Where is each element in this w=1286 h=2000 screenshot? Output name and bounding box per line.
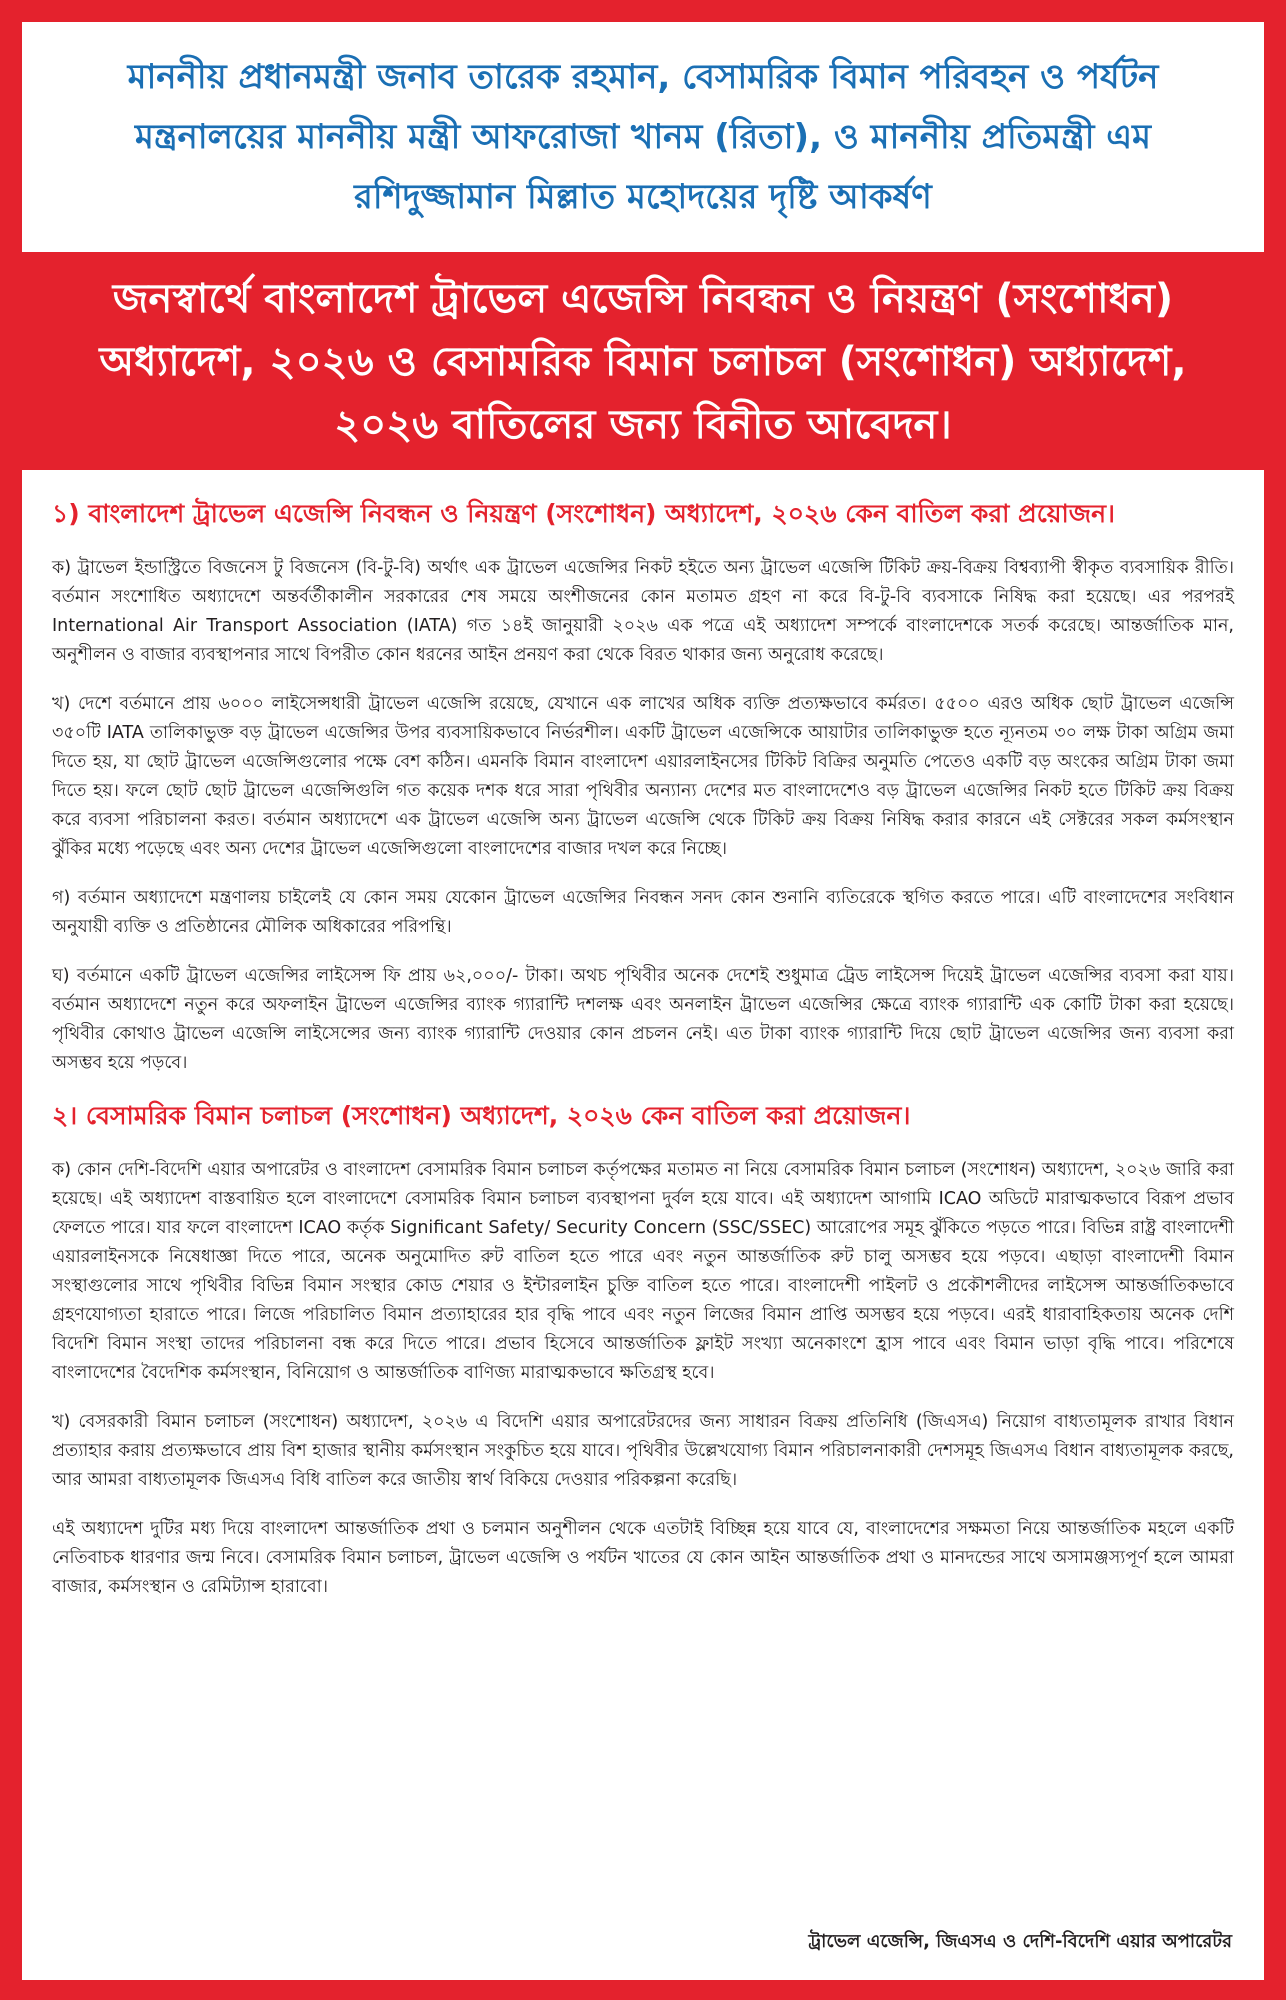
section-1-heading: ১) বাংলাদেশ ট্রাভেল এজেন্সি নিবন্ধন ও নিয়ন্ত্রণ (সংশোধন) অধ্যাদেশ, ২০২৬ কেন বাতিল করা প্রয়োজন। xyxy=(52,499,1115,528)
section-1-paragraph-ka: ক) ট্রাভেল ইন্ডাস্ট্রিতে বিজনেস টু বিজনেস (বি-টু-বি) অর্থাৎ এক ট্রাভেল এজেন্সির নিকট হইতে অন্য ট্রাভেল এজেন্সি টিকিট ক্রয়-বিক্রয় বিশ্বব্যাপী স্বীকৃত ব্যবসায়িক রীতি। বর্তমান সংশোধিত অধ্যাদেশে অন্তর্বর্তীকালীন সরকারের শেষ সময়ে অংশীজনের কোন মতামত গ্রহণ না করে বি-টু-বি ব্যবসাকে নিষিদ্ধ করা হয়েছে। এর পরপরই International Air Transport Association (IATA) গত ১৪ই জানুয়ারী ২০২৬ এক পত্রে এই অধ্যাদেশ সম্পর্কে বাংলাদেশকে সতর্ক করেছে। আন্তর্জাতিক মান, অনুশীলন ও বাজার ব্যবস্থাপনার সাথে বিপরীত কোন ধরনের আইন প্রনয়ণ করা থেকে বিরত থাকার জন্য অনুরোধ করেছে। xyxy=(52,558,1235,665)
section-2-paragraph-kha: খ) বেসরকারী বিমান চলাচল (সংশোধন) অধ্যাদেশ, ২০২৬ এ বিদেশি এয়ার অপারেটরদের জন্য সাধারন বিক্রয় প্রতিনিধি (জিএসএ) নিয়োগ বাধ্যতামূলক রাখার বিধান প্রত্যাহার করায় প্রত্যক্ষভাবে প্রায় বিশ হাজার স্থানীয় কর্মসংস্থান সংকুচিত হয়ে যাবে। পৃথিবীর উল্লেখযোগ্য বিমান পরিচালনাকারী দেশসমূহ জিএসএ বিধান বাধ্যতামূলক করছে, আর আমরা বাধ্যতামূলক জিএসএ বিধি বাতিল করে জাতীয় স্বার্থ বিকিয়ে দেওয়ার পরিকল্পনা করেছি। xyxy=(52,1412,1234,1490)
attention-notice-box xyxy=(22,22,1264,252)
section-2-heading: ২। বেসামরিক বিমান চলাচল (সংশোধন) অধ্যাদেশ, ২০২৬ কেন বাতিল করা প্রয়োজন। xyxy=(52,1101,911,1130)
section-1-paragraph-gha: ঘ) বর্তমানে একটি ট্রাভেল এজেন্সির লাইসেন্স ফি প্রায় ৬২,০০০/- টাকা। অথচ পৃথিবীর অনেক দেশেই শুধুমাত্র ট্রেড লাইসেন্স দিয়েই ট্রাভেল এজেন্সির ব্যবসা করা যায়। বর্তমান অধ্যাদেশে নতুন করে অফলাইন ট্রাভেল এজেন্সির ব্যাংক গ্যারান্টি দশলক্ষ এবং অনলাইন ট্রাভেল এজেন্সির ক্ষেত্রে ব্যাংক গ্যারান্টি এক কোটি টাকা করা হয়েছে। পৃথিবীর কোথাও ট্রাভেল এজেন্সি লাইসেন্সের জন্য ব্যাংক গ্যারান্টি দেওয়ার কোন প্রচলন নেই। এত টাকা ব্যাংক গ্যারান্টি দিয়ে ছোট ট্রাভেল এজেন্সির জন্য ব্যবসা করা অসম্ভব হয়ে পড়বে। xyxy=(52,966,1234,1073)
attention-notice-text: মাননীয় প্রধানমন্ত্রী জনাব তারেক রহমান, বেসামরিক বিমান পরিবহন ও পর্যটন মন্ত্রনালয়ের মাননীয় মন্ত্রী আফরোজা খানম (রিতা), ও মাননীয় প্রতিমন্ত্রী এম রশিদুজ্জামান মিল্লাত মহোদয়ের দৃষ্টি আকর্ষণ xyxy=(127,57,1159,217)
signatory-line: ট্রাভেল এজেন্সি, জিএসএ ও দেশি-বিদেশি এয়ার অপারেটর xyxy=(808,1931,1232,1952)
section-1-paragraph-ga: গ) বর্তমান অধ্যাদেশে মন্ত্রণালয় চাইলেই যে কোন সময় যেকোন ট্রাভেল এজেন্সির নিবন্ধন সনদ কোন শুনানি ব্যতিরেকে স্থগিত করতে পারে। এটি বাংলাদেশের সংবিধান অনুযায়ী ব্যক্তি ও প্রতিষ্ঠানের মৌলিক অধিকারের পরিপন্থি। xyxy=(52,888,1234,937)
section-1-paragraph-kha: খ) দেশে বর্তমানে প্রায় ৬০০০ লাইসেন্সধারী ট্রাভেল এজেন্সি রয়েছে, যেখানে এক লাখের অধিক ব্যক্তি প্রত্যক্ষভাবে কর্মরত। ৫৫০০ এরও অধিক ছোট ট্রাভেল এজেন্সি ৩৫০টি IATA তালিকাভুক্ত বড় ট্রাভেল এজেন্সির উপর ব্যবসায়িকভাবে নির্ভরশীল। একটি ট্রাভেল এজেন্সিকে আয়াটার তালিকাভুক্ত হতে ন্যূনতম ৩০ লক্ষ টাকা অগ্রিম জমা দিতে হয়, যা ছোট ট্রাভেল এজেন্সিগুলোর পক্ষে বেশ কঠিন। এমনকি বিমান বাংলাদেশ এয়ারলাইনসের টিকিট বিক্রির অনুমতি পেতেও একটি বড় অংকের অগ্রিম টাকা জমা দিতে হয়। ফলে ছোট ছোট ট্রাভেল এজেন্সিগুলি গত কয়েক দশক ধরে সারা পৃথিবীর অন্যান্য দেশের মত বাংলাদেশেও বড় ট্রাভেল এজেন্সির নিকট হতে টিকিট ক্রয় বিক্রয় করে ব্যবসা পরিচালনা করত। বর্তমান অধ্যাদেশে এক ট্রাভেল এজেন্সি অন্য ট্রাভেল এজেন্সি থেকে টিকিট ক্রয় বিক্রয় নিষিদ্ধ করার কারনে এই সেক্টরের সকল কর্মসংস্থান ঝুঁকির মধ্যে পড়েছে এবং অন্য দেশের ট্রাভেল এজেন্সিগুলো বাংলাদেশের বাজার দখল করে নিচ্ছে। xyxy=(52,694,1234,859)
section-2-paragraph-ka: ক) কোন দেশি-বিদেশি এয়ার অপারেটর ও বাংলাদেশ বেসামরিক বিমান চলাচল কর্তৃপক্ষের মতামত না নিয়ে বেসামরিক বিমান চলাচল (সংশোধন) অধ্যাদেশ, ২০২৬ জারি করা হয়েছে। এই অধ্যাদেশ বাস্তবায়িত হলে বাংলাদেশে বেসামরিক বিমান চলাচল ব্যবস্থাপনা দুর্বল হয়ে যাবে। এই অধ্যাদেশ আগামি ICAO অডিটে মারাত্মকভাবে বিরূপ প্রভাব ফেলতে পারে। যার ফলে বাংলাদেশ ICAO কর্তৃক Significant Safety/ Security Concern (SSC/SSEC) আরোপের সমূহ ঝুঁকিতে পড়তে পারে। বিভিন্ন রাষ্ট্র বাংলাদেশী এয়ারলাইনসকে নিষেধাজ্ঞা দিতে পারে, অনেক অনুমোদিত রুট বাতিল হতে পারে এবং নতুন আন্তর্জাতিক রুট চালু অসম্ভব হয়ে পড়বে। এছাড়া বাংলাদেশী বিমান সংস্থাগুলোর সাথে পৃথিবীর বিভিন্ন বিমান সংস্থার কোড শেয়ার ও ইন্টারলাইন চুক্তি বাতিল হতে পারে। বাংলাদেশী পাইলট ও প্রকৌশলীদের লাইসেন্স আন্তর্জাতিকভাবে গ্রহণযোগ্যতা হারাতে পারে। লিজে পরিচালিত বিমান প্রত্যাহারের হার বৃদ্ধি পাবে এবং নতুন লিজের বিমান প্রাপ্তি অসম্ভব হয়ে পড়বে। এরই ধারাবাহিকতায় অনেক দেশি বিদেশি বিমান সংস্থা তাদের পরিচালনা বন্ধ করে দিতে পারে। প্রভাব হিসেবে আন্তর্জাতিক ফ্লাইট সংখ্যা অনেকাংশে হ্রাস পাবে এবং বিমান ভাড়া বৃদ্ধি পাবে। পরিশেষে বাংলাদেশের বৈদেশিক কর্মসংস্থান, বিনিয়োগ ও আন্তর্জাতিক বাণিজ্য মারাত্মকভাবে ক্ষতিগ্রস্থ হবে। xyxy=(52,1160,1234,1383)
conclusion-paragraph: এই অধ্যাদেশ দুটির মধ্য দিয়ে বাংলাদেশ আন্তর্জাতিক প্রথা ও চলমান অনুশীলন থেকে এতটাই বিচ্ছিন্ন হয়ে যাবে যে, বাংলাদেশের সক্ষমতা নিয়ে আন্তর্জাতিক মহলে একটি নেতিবাচক ধারণার জন্ম নিবে। বেসামরিক বিমান চলাচল, ট্রাভেল এজেন্সি ও পর্যটন খাতের যে কোন আইন আন্তর্জাতিক প্রথা ও মানদন্ডের সাথে অসামঞ্জস্যপূর্ণ হলে আমরা বাজার, কর্মসংস্থান ও রেমিট্যান্স হারাবো। xyxy=(52,1519,1234,1597)
appeal-banner xyxy=(22,262,1264,462)
main-content-box xyxy=(22,470,1264,1980)
appeal-title: জনস্বার্থে বাংলাদেশ ট্রাভেল এজেন্সি নিবন্ধন ও নিয়ন্ত্রণ (সংশোধন) অধ্যাদেশ, ২০২৬ ও বেসামরিক বিমান চলাচল (সংশোধন) অধ্যাদেশ, ২০২৬ বাতিলের জন্য বিনীত আবেদন। xyxy=(99,275,1187,448)
